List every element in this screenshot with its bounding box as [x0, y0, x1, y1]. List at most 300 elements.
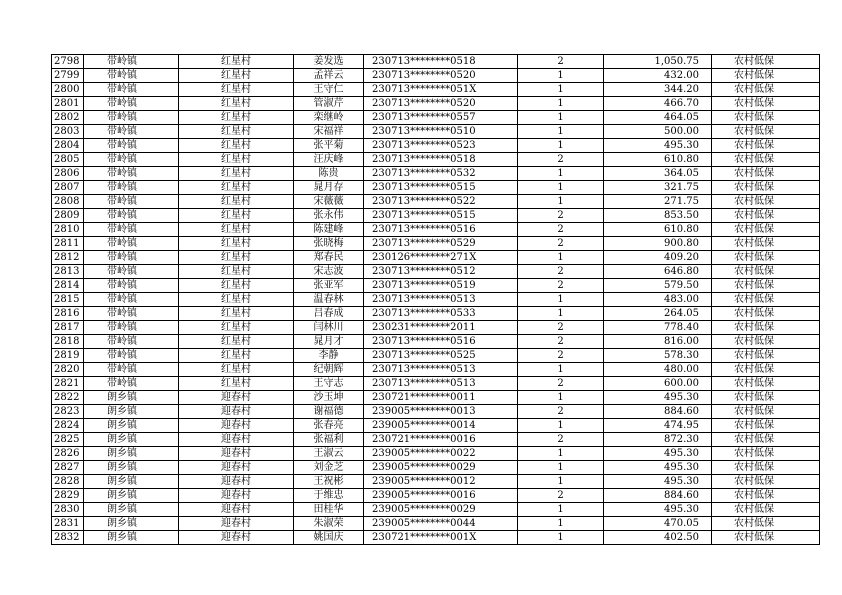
table-row [52, 461, 820, 475]
cell-village: 红星村 [179, 139, 294, 153]
cell-village: 红星村 [179, 377, 294, 391]
spreadsheet-page [51, 54, 820, 545]
cell-name: 管淑芹 [294, 97, 364, 111]
cell-town: 带岭镇 [84, 265, 179, 279]
cell-household-size: 2 [518, 335, 604, 349]
cell-id-number: 239005********0022 [364, 447, 518, 461]
cell-household-size: 1 [518, 125, 604, 139]
cell-category: 农村低保 [712, 475, 820, 489]
cell-category: 农村低保 [712, 195, 820, 209]
table-row [52, 195, 820, 209]
table-row [52, 125, 820, 139]
cell-amount: 816.00 [604, 335, 712, 349]
cell-id-number: 230126********271X [364, 251, 518, 265]
cell-name: 闫林川 [294, 321, 364, 335]
cell-id-number: 230713********0523 [364, 139, 518, 153]
cell-amount: 364.05 [604, 167, 712, 181]
table-row [52, 251, 820, 265]
cell-town: 带岭镇 [84, 195, 179, 209]
cell-id-number: 230713********051X [364, 83, 518, 97]
cell-id-number: 230713********0518 [364, 153, 518, 167]
cell-amount: 579.50 [604, 279, 712, 293]
cell-category: 农村低保 [712, 125, 820, 139]
cell-town: 带岭镇 [84, 69, 179, 83]
cell-category: 农村低保 [712, 83, 820, 97]
cell-amount: 872.30 [604, 433, 712, 447]
table-row [52, 293, 820, 307]
cell-household-size: 2 [518, 223, 604, 237]
cell-village: 迎春村 [179, 447, 294, 461]
cell-amount: 610.80 [604, 153, 712, 167]
cell-id-number: 230231********2011 [364, 321, 518, 335]
cell-name: 宋薇薇 [294, 195, 364, 209]
cell-household-size: 1 [518, 391, 604, 405]
cell-amount: 853.50 [604, 209, 712, 223]
table-row [52, 503, 820, 517]
cell-household-size: 2 [518, 279, 604, 293]
cell-category: 农村低保 [712, 517, 820, 531]
cell-row-number: 2810 [52, 223, 84, 237]
cell-household-size: 1 [518, 139, 604, 153]
cell-row-number: 2805 [52, 153, 84, 167]
cell-name: 郑春民 [294, 251, 364, 265]
cell-town: 带岭镇 [84, 363, 179, 377]
cell-amount: 402.50 [604, 531, 712, 545]
cell-village: 红星村 [179, 55, 294, 69]
cell-id-number: 230713********0510 [364, 125, 518, 139]
cell-amount: 495.30 [604, 447, 712, 461]
cell-amount: 495.30 [604, 461, 712, 475]
table-row [52, 377, 820, 391]
cell-category: 农村低保 [712, 223, 820, 237]
cell-category: 农村低保 [712, 139, 820, 153]
table-row [52, 433, 820, 447]
table-row [52, 349, 820, 363]
table-body [52, 55, 820, 545]
table-row [52, 335, 820, 349]
cell-town: 朗乡镇 [84, 475, 179, 489]
cell-household-size: 1 [518, 461, 604, 475]
cell-row-number: 2818 [52, 335, 84, 349]
cell-row-number: 2824 [52, 419, 84, 433]
cell-row-number: 2815 [52, 293, 84, 307]
cell-town: 朗乡镇 [84, 517, 179, 531]
cell-id-number: 230713********0515 [364, 181, 518, 195]
cell-town: 带岭镇 [84, 307, 179, 321]
cell-town: 朗乡镇 [84, 391, 179, 405]
cell-town: 带岭镇 [84, 209, 179, 223]
cell-household-size: 1 [518, 447, 604, 461]
cell-amount: 321.75 [604, 181, 712, 195]
cell-amount: 470.05 [604, 517, 712, 531]
cell-amount: 610.80 [604, 223, 712, 237]
cell-village: 红星村 [179, 237, 294, 251]
cell-name: 王淑云 [294, 447, 364, 461]
cell-name: 吕春成 [294, 307, 364, 321]
cell-amount: 495.30 [604, 503, 712, 517]
cell-category: 农村低保 [712, 531, 820, 545]
cell-category: 农村低保 [712, 405, 820, 419]
cell-town: 带岭镇 [84, 55, 179, 69]
cell-id-number: 230713********0519 [364, 279, 518, 293]
cell-row-number: 2808 [52, 195, 84, 209]
beneficiary-table [51, 54, 820, 545]
cell-row-number: 2827 [52, 461, 84, 475]
cell-name: 张永伟 [294, 209, 364, 223]
cell-household-size: 2 [518, 55, 604, 69]
cell-amount: 884.60 [604, 489, 712, 503]
cell-town: 带岭镇 [84, 223, 179, 237]
table-row [52, 391, 820, 405]
cell-id-number: 230713********0516 [364, 335, 518, 349]
cell-name: 沙玉坤 [294, 391, 364, 405]
cell-category: 农村低保 [712, 489, 820, 503]
table-row [52, 419, 820, 433]
cell-category: 农村低保 [712, 419, 820, 433]
cell-row-number: 2822 [52, 391, 84, 405]
cell-category: 农村低保 [712, 251, 820, 265]
cell-id-number: 230713********0518 [364, 55, 518, 69]
cell-amount: 344.20 [604, 83, 712, 97]
cell-category: 农村低保 [712, 461, 820, 475]
cell-village: 红星村 [179, 83, 294, 97]
cell-village: 迎春村 [179, 517, 294, 531]
cell-id-number: 239005********0012 [364, 475, 518, 489]
cell-amount: 578.30 [604, 349, 712, 363]
cell-name: 王守仁 [294, 83, 364, 97]
cell-household-size: 2 [518, 433, 604, 447]
cell-id-number: 239005********0014 [364, 419, 518, 433]
cell-village: 红星村 [179, 97, 294, 111]
cell-village: 红星村 [179, 265, 294, 279]
cell-household-size: 2 [518, 153, 604, 167]
cell-name: 张平菊 [294, 139, 364, 153]
cell-household-size: 1 [518, 111, 604, 125]
table-row [52, 111, 820, 125]
cell-id-number: 230713********0520 [364, 97, 518, 111]
cell-row-number: 2801 [52, 97, 84, 111]
table-row [52, 279, 820, 293]
cell-name: 宋福祥 [294, 125, 364, 139]
cell-household-size: 2 [518, 377, 604, 391]
cell-category: 农村低保 [712, 307, 820, 321]
cell-name: 于维忠 [294, 489, 364, 503]
cell-village: 红星村 [179, 293, 294, 307]
cell-household-size: 1 [518, 251, 604, 265]
cell-village: 迎春村 [179, 419, 294, 433]
cell-village: 红星村 [179, 223, 294, 237]
cell-id-number: 230713********0525 [364, 349, 518, 363]
cell-household-size: 1 [518, 195, 604, 209]
cell-name: 孟祥云 [294, 69, 364, 83]
cell-household-size: 1 [518, 307, 604, 321]
cell-town: 朗乡镇 [84, 489, 179, 503]
cell-amount: 432.00 [604, 69, 712, 83]
cell-id-number: 230713********0557 [364, 111, 518, 125]
cell-id-number: 239005********0044 [364, 517, 518, 531]
table-row [52, 97, 820, 111]
cell-name: 王守志 [294, 377, 364, 391]
cell-town: 带岭镇 [84, 97, 179, 111]
cell-name: 晁月才 [294, 335, 364, 349]
cell-village: 迎春村 [179, 461, 294, 475]
cell-amount: 900.80 [604, 237, 712, 251]
cell-category: 农村低保 [712, 167, 820, 181]
cell-town: 带岭镇 [84, 335, 179, 349]
cell-amount: 884.60 [604, 405, 712, 419]
cell-id-number: 230721********0016 [364, 433, 518, 447]
table-row [52, 265, 820, 279]
table-row [52, 363, 820, 377]
cell-id-number: 230713********0512 [364, 265, 518, 279]
cell-category: 农村低保 [712, 391, 820, 405]
cell-town: 朗乡镇 [84, 447, 179, 461]
cell-amount: 464.05 [604, 111, 712, 125]
cell-household-size: 2 [518, 489, 604, 503]
cell-household-size: 1 [518, 531, 604, 545]
cell-category: 农村低保 [712, 363, 820, 377]
cell-town: 朗乡镇 [84, 405, 179, 419]
cell-village: 红星村 [179, 349, 294, 363]
cell-row-number: 2830 [52, 503, 84, 517]
table-row [52, 139, 820, 153]
cell-household-size: 2 [518, 405, 604, 419]
cell-category: 农村低保 [712, 503, 820, 517]
table-row [52, 181, 820, 195]
cell-household-size: 1 [518, 97, 604, 111]
cell-row-number: 2817 [52, 321, 84, 335]
cell-village: 红星村 [179, 195, 294, 209]
cell-town: 带岭镇 [84, 111, 179, 125]
cell-row-number: 2814 [52, 279, 84, 293]
cell-id-number: 230713********0516 [364, 223, 518, 237]
cell-row-number: 2799 [52, 69, 84, 83]
cell-category: 农村低保 [712, 55, 820, 69]
cell-row-number: 2820 [52, 363, 84, 377]
cell-town: 朗乡镇 [84, 531, 179, 545]
cell-amount: 409.20 [604, 251, 712, 265]
cell-town: 带岭镇 [84, 251, 179, 265]
table-row [52, 167, 820, 181]
cell-name: 晁月存 [294, 181, 364, 195]
cell-row-number: 2823 [52, 405, 84, 419]
table-row [52, 447, 820, 461]
table-row [52, 517, 820, 531]
cell-town: 带岭镇 [84, 293, 179, 307]
cell-id-number: 230713********0520 [364, 69, 518, 83]
cell-category: 农村低保 [712, 335, 820, 349]
table-row [52, 209, 820, 223]
cell-category: 农村低保 [712, 377, 820, 391]
cell-row-number: 2813 [52, 265, 84, 279]
cell-name: 朱淑荣 [294, 517, 364, 531]
cell-amount: 495.30 [604, 139, 712, 153]
cell-amount: 646.80 [604, 265, 712, 279]
cell-name: 姚国庆 [294, 531, 364, 545]
cell-village: 红星村 [179, 321, 294, 335]
cell-name: 陈贵 [294, 167, 364, 181]
cell-town: 朗乡镇 [84, 503, 179, 517]
cell-household-size: 1 [518, 475, 604, 489]
cell-id-number: 230713********0533 [364, 307, 518, 321]
cell-id-number: 239005********0029 [364, 461, 518, 475]
cell-village: 红星村 [179, 251, 294, 265]
cell-row-number: 2819 [52, 349, 84, 363]
cell-id-number: 230713********0513 [364, 363, 518, 377]
cell-amount: 778.40 [604, 321, 712, 335]
table-row [52, 83, 820, 97]
cell-name: 温春林 [294, 293, 364, 307]
cell-town: 朗乡镇 [84, 419, 179, 433]
cell-id-number: 230721********001X [364, 531, 518, 545]
cell-village: 红星村 [179, 167, 294, 181]
table-row [52, 307, 820, 321]
cell-category: 农村低保 [712, 209, 820, 223]
cell-name: 纪朝辉 [294, 363, 364, 377]
cell-household-size: 1 [518, 69, 604, 83]
cell-category: 农村低保 [712, 111, 820, 125]
cell-village: 红星村 [179, 181, 294, 195]
cell-name: 李静 [294, 349, 364, 363]
cell-amount: 495.30 [604, 391, 712, 405]
cell-category: 农村低保 [712, 433, 820, 447]
cell-name: 刘金芝 [294, 461, 364, 475]
cell-category: 农村低保 [712, 97, 820, 111]
cell-row-number: 2816 [52, 307, 84, 321]
table-row [52, 531, 820, 545]
cell-village: 迎春村 [179, 405, 294, 419]
cell-town: 带岭镇 [84, 167, 179, 181]
cell-amount: 271.75 [604, 195, 712, 209]
cell-name: 栾继岭 [294, 111, 364, 125]
cell-household-size: 1 [518, 517, 604, 531]
cell-id-number: 230713********0529 [364, 237, 518, 251]
cell-village: 迎春村 [179, 433, 294, 447]
cell-household-size: 2 [518, 321, 604, 335]
cell-village: 红星村 [179, 111, 294, 125]
cell-village: 红星村 [179, 307, 294, 321]
cell-category: 农村低保 [712, 181, 820, 195]
cell-village: 迎春村 [179, 531, 294, 545]
cell-category: 农村低保 [712, 69, 820, 83]
cell-household-size: 1 [518, 83, 604, 97]
cell-amount: 495.30 [604, 475, 712, 489]
table-row [52, 405, 820, 419]
cell-town: 带岭镇 [84, 83, 179, 97]
cell-row-number: 2806 [52, 167, 84, 181]
cell-row-number: 2804 [52, 139, 84, 153]
cell-household-size: 2 [518, 237, 604, 251]
cell-row-number: 2803 [52, 125, 84, 139]
cell-name: 王祝彬 [294, 475, 364, 489]
cell-id-number: 230721********0011 [364, 391, 518, 405]
cell-row-number: 2800 [52, 83, 84, 97]
cell-name: 张福利 [294, 433, 364, 447]
table-row [52, 153, 820, 167]
cell-id-number: 230713********0522 [364, 195, 518, 209]
cell-id-number: 239005********0029 [364, 503, 518, 517]
cell-household-size: 2 [518, 209, 604, 223]
cell-village: 红星村 [179, 69, 294, 83]
cell-village: 红星村 [179, 363, 294, 377]
cell-name: 宋志波 [294, 265, 364, 279]
cell-household-size: 1 [518, 419, 604, 433]
cell-row-number: 2802 [52, 111, 84, 125]
cell-village: 红星村 [179, 279, 294, 293]
table-row [52, 237, 820, 251]
cell-category: 农村低保 [712, 279, 820, 293]
cell-name: 姜发选 [294, 55, 364, 69]
cell-household-size: 2 [518, 265, 604, 279]
cell-town: 带岭镇 [84, 237, 179, 251]
table-row [52, 321, 820, 335]
cell-town: 带岭镇 [84, 321, 179, 335]
cell-town: 带岭镇 [84, 279, 179, 293]
cell-id-number: 239005********0013 [364, 405, 518, 419]
cell-amount: 480.00 [604, 363, 712, 377]
cell-village: 红星村 [179, 209, 294, 223]
cell-village: 迎春村 [179, 489, 294, 503]
cell-id-number: 230713********0513 [364, 293, 518, 307]
cell-village: 迎春村 [179, 391, 294, 405]
cell-category: 农村低保 [712, 447, 820, 461]
cell-household-size: 2 [518, 349, 604, 363]
table-row [52, 475, 820, 489]
cell-row-number: 2828 [52, 475, 84, 489]
table-row [52, 69, 820, 83]
cell-row-number: 2807 [52, 181, 84, 195]
cell-town: 带岭镇 [84, 153, 179, 167]
cell-amount: 1,050.75 [604, 55, 712, 69]
cell-household-size: 1 [518, 363, 604, 377]
cell-household-size: 1 [518, 293, 604, 307]
cell-town: 带岭镇 [84, 139, 179, 153]
cell-category: 农村低保 [712, 349, 820, 363]
cell-row-number: 2798 [52, 55, 84, 69]
cell-row-number: 2826 [52, 447, 84, 461]
cell-row-number: 2829 [52, 489, 84, 503]
cell-village: 迎春村 [179, 475, 294, 489]
cell-row-number: 2831 [52, 517, 84, 531]
cell-town: 朗乡镇 [84, 461, 179, 475]
table-row [52, 489, 820, 503]
cell-household-size: 1 [518, 167, 604, 181]
cell-row-number: 2812 [52, 251, 84, 265]
cell-household-size: 1 [518, 503, 604, 517]
cell-name: 张晓梅 [294, 237, 364, 251]
cell-category: 农村低保 [712, 293, 820, 307]
cell-amount: 264.05 [604, 307, 712, 321]
cell-row-number: 2821 [52, 377, 84, 391]
cell-amount: 474.95 [604, 419, 712, 433]
cell-name: 田桂华 [294, 503, 364, 517]
cell-category: 农村低保 [712, 321, 820, 335]
cell-amount: 500.00 [604, 125, 712, 139]
cell-category: 农村低保 [712, 237, 820, 251]
table-row [52, 223, 820, 237]
cell-village: 迎春村 [179, 503, 294, 517]
cell-name: 汪庆峰 [294, 153, 364, 167]
cell-village: 红星村 [179, 335, 294, 349]
cell-id-number: 230713********0513 [364, 377, 518, 391]
cell-id-number: 230713********0532 [364, 167, 518, 181]
cell-village: 红星村 [179, 125, 294, 139]
cell-town: 带岭镇 [84, 181, 179, 195]
cell-name: 张亚军 [294, 279, 364, 293]
cell-household-size: 1 [518, 181, 604, 195]
cell-row-number: 2811 [52, 237, 84, 251]
cell-amount: 600.00 [604, 377, 712, 391]
